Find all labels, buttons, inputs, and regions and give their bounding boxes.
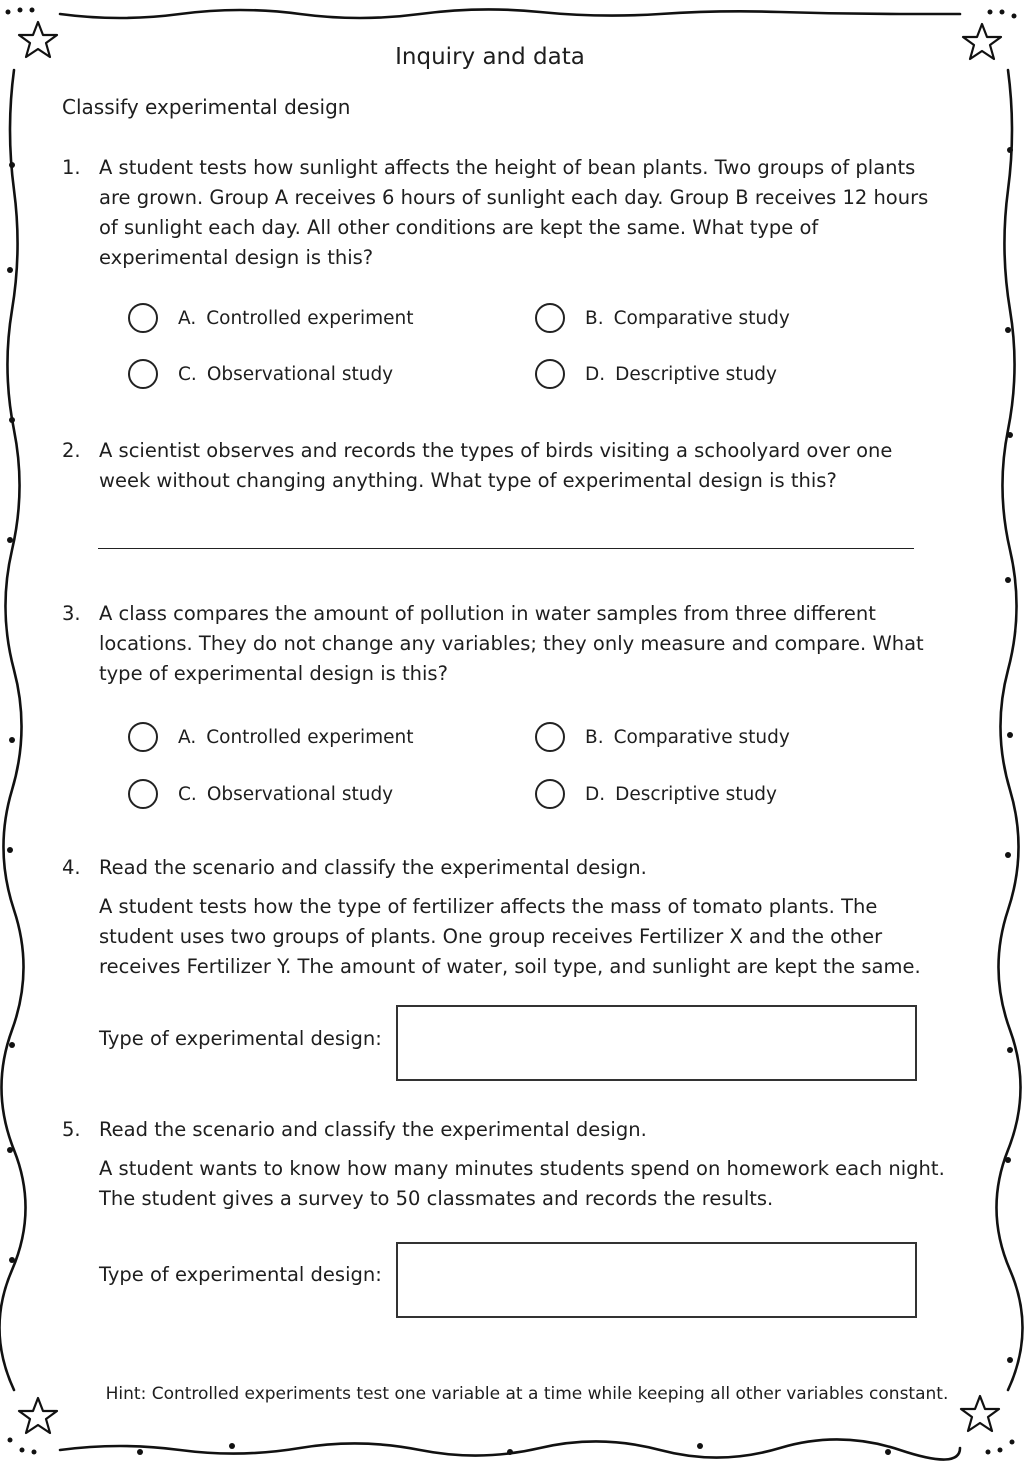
question-text: A class compares the amount of pollution in water samples from three different locations. They do not change any variables; they only measure and compare. What type of experimental design is this? — [99, 602, 924, 685]
page-title: Inquiry and data — [395, 44, 585, 70]
question-text: A student tests how sunlight affects the height of bean plants. Two groups of plants are grown. Group A receives 6 hours of sunlight each day. Group B receives 12 hours of sunlight each day. All other conditions are kept the same. What type of experimental design is this? — [99, 156, 929, 269]
radio-circle[interactable] — [535, 303, 565, 333]
question-number: 1. — [62, 156, 81, 179]
q5-answer-label: Type of experimental design: — [99, 1263, 382, 1286]
question-number: 4. — [62, 856, 81, 879]
q3-option-d[interactable]: D. Descriptive study — [535, 778, 777, 810]
question-5 — [62, 1115, 942, 1147]
q2-answer-line[interactable] — [98, 548, 914, 549]
q5-scenario — [62, 1154, 945, 1219]
question-3 — [62, 599, 942, 694]
scenario-text: A student wants to know how many minutes students spend on homework each night. The student gives a survey to 50 classmates and records the results. — [99, 1157, 945, 1210]
question-number: 3. — [62, 602, 81, 625]
radio-circle[interactable] — [128, 779, 158, 809]
question-number: 2. — [62, 439, 81, 462]
radio-circle[interactable] — [535, 779, 565, 809]
section-subtitle: Classify experimental design — [62, 95, 351, 119]
q3-option-b[interactable]: B. Comparative study — [535, 721, 790, 753]
question-text: A scientist observes and records the types of birds visiting a schoolyard over one week without changing anything. What type of experimental design is this? — [99, 439, 893, 492]
q1-option-b[interactable]: B. Comparative study — [535, 302, 790, 334]
q1-option-c[interactable]: C. Observational study — [128, 358, 393, 390]
q4-answer-box[interactable] — [396, 1005, 917, 1081]
question-text: Read the scenario and classify the experimental design. — [99, 1118, 647, 1141]
hint-text: Hint: Controlled experiments test one variable at a time while keeping all other variables constant. — [105, 1384, 949, 1404]
q1-option-d[interactable]: D. Descriptive study — [535, 358, 777, 390]
radio-circle[interactable] — [535, 359, 565, 389]
q3-option-a[interactable]: A. Controlled experiment — [128, 721, 414, 753]
q4-scenario — [62, 892, 942, 987]
q4-answer-label: Type of experimental design: — [99, 1027, 382, 1050]
q1-option-a[interactable]: A. Controlled experiment — [128, 302, 414, 334]
radio-circle[interactable] — [128, 359, 158, 389]
radio-circle[interactable] — [128, 722, 158, 752]
radio-circle[interactable] — [535, 722, 565, 752]
question-1 — [62, 153, 942, 278]
question-4 — [62, 853, 942, 885]
question-number: 5. — [62, 1118, 81, 1141]
radio-circle[interactable] — [128, 303, 158, 333]
scenario-text: A student tests how the type of fertilizer affects the mass of tomato plants. The student uses two groups of plants. One group receives Fertilizer X and the other receives Fertilizer Y. The amount of water, soil type, and sunlight are kept the same. — [99, 895, 921, 978]
question-text: Read the scenario and classify the experimental design. — [99, 856, 647, 879]
q3-option-c[interactable]: C. Observational study — [128, 778, 393, 810]
question-2 — [62, 436, 942, 501]
q5-answer-box[interactable] — [396, 1242, 917, 1318]
